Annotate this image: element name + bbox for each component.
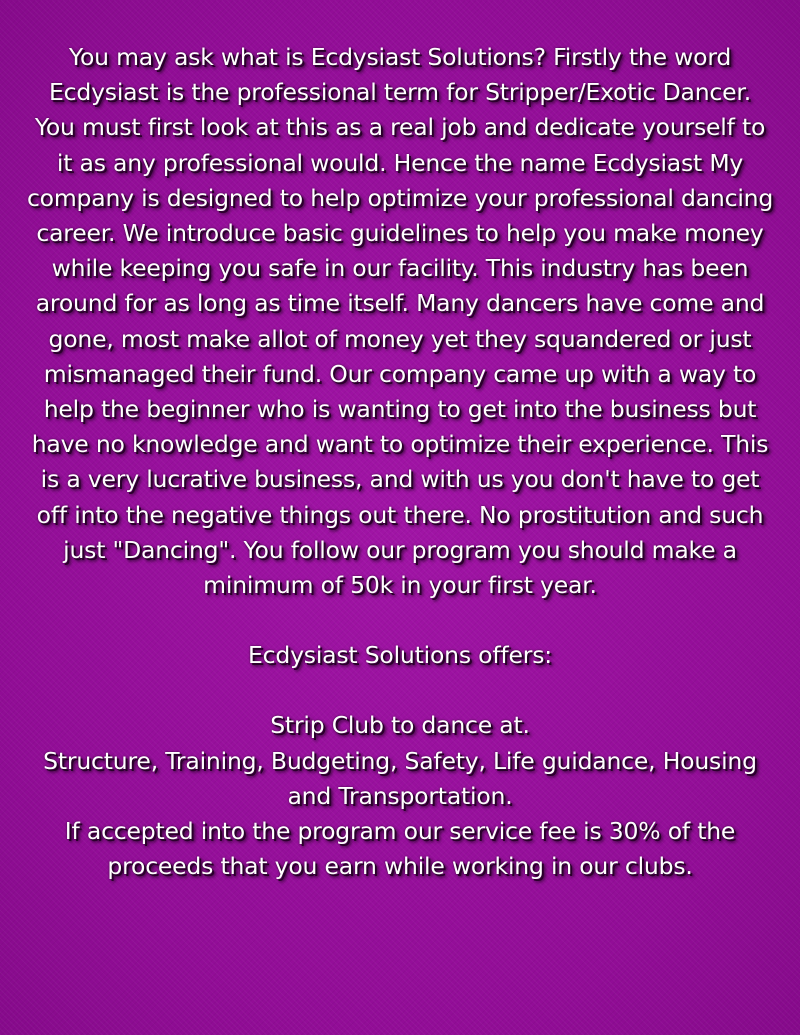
offer-line-fee: If accepted into the program our service fee is 30% of the proceeds that you earn while working in our clubs. (64, 817, 736, 881)
intro-paragraph: You may ask what is Ecdysiast Solutions? Firstly the word Ecdysiast is the professional term for Stripper/Exotic Dancer. You must first look at this as a real job and dedicate yourself to it as any professional would. Hence the name Ecdysiast My company is designed to help optimize your professional dancing career. We introduce basic guidelines to help you make money while keeping you safe in our facility. This industry has been around for as long as time itself. Many dancers have come and gone, most make allot of money yet they squandered or just mismanaged their fund. Our company came up with a way to help the beginner who is wanting to get into the business but have no knowledge and want to optimize their experience. This is a very lucrative business, and with us you don't have to get off into the negative things out there. No prostitution and such just "Dancing". You follow our program you should make a minimum of 50k in your first year. (26, 43, 774, 600)
offer-line-club: Strip Club to dance at. (270, 711, 530, 740)
offer-line-services: Structure, Training, Budgeting, Safety, Life guidance, Housing and Transportation. (43, 746, 757, 810)
offers-heading: Ecdysiast Solutions offers: (248, 641, 552, 670)
offers-list (26, 708, 774, 884)
